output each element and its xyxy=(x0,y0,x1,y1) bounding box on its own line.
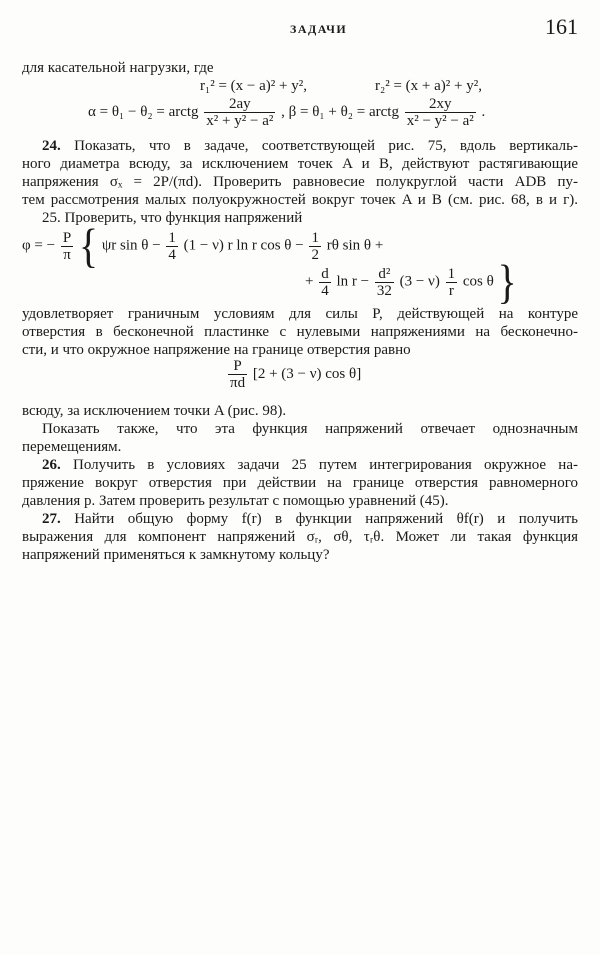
problem-24-line-4: тем рассмотрения малых полуокружностей вокруг точек A и B (см. рис. 68, в и г). xyxy=(22,192,578,208)
page-number: 161 xyxy=(545,14,578,39)
beta-fraction xyxy=(405,96,476,129)
problem-25-line-3: отверстия в бесконечной пластинке с нулевыми напряжениями на бесконечно- xyxy=(22,324,578,340)
problem-26-line-3: давления p. Затем проверить результат с помощью уравнений (45). xyxy=(22,493,449,509)
pi-denominator: π xyxy=(63,246,71,263)
equation-alpha-beta xyxy=(88,96,485,129)
right-brace: } xyxy=(497,254,517,309)
term-2: (1 − ν) r ln r cos θ − xyxy=(183,237,304,254)
beta-numerator: 2xy xyxy=(405,96,476,113)
equation-r1: r₁² = (x − a)² + y², xyxy=(200,78,307,94)
problem-25-line-1 xyxy=(22,209,578,227)
one-over-r xyxy=(446,266,458,299)
one-half xyxy=(309,230,321,263)
thirtytwo-denominator: 32 xyxy=(376,282,392,299)
problem-25-number: 25. xyxy=(42,210,61,226)
four-denominator: 4 xyxy=(321,282,329,299)
problem-24-line-3: напряжения σₓ = 2P/(πd). Проверить равновесие полукруглой части ADB пу- xyxy=(22,174,578,190)
term-6: cos θ xyxy=(462,273,494,290)
d2-numerator: d² xyxy=(375,266,394,283)
problem-27-text-1: Найти общую форму f(r) в функции напряжений θf(r) и получить xyxy=(74,511,578,527)
one-quarter xyxy=(166,230,178,263)
problem-25-text-1: Проверить, что функция напряжений xyxy=(64,210,303,226)
r-denominator: r xyxy=(448,282,454,299)
stress-denominator: πd xyxy=(230,375,246,391)
intro-text: для касательной нагрузки, где xyxy=(22,60,214,76)
hoop-stress-equation xyxy=(226,358,361,391)
left-brace: { xyxy=(78,218,99,273)
alpha-fraction xyxy=(204,96,275,129)
phi-left: φ = − xyxy=(22,237,56,254)
stress-numerator: P xyxy=(228,358,247,375)
problem-27-line-1 xyxy=(22,510,578,528)
d-numerator: d xyxy=(321,265,329,282)
term-1: ψr sin θ − xyxy=(101,237,161,254)
running-header: ЗАДАЧИ xyxy=(290,22,348,36)
alpha-numerator: 2ay xyxy=(204,96,275,113)
problem-26-line-2: пряжение вокруг отверстия при действии на границе отверстия равномерного xyxy=(22,475,578,491)
plus-sign: + xyxy=(305,273,314,290)
stress-bracket: [2 + (3 − ν) cos θ] xyxy=(252,365,362,382)
beta-end: . xyxy=(481,103,486,120)
problem-25-line-7: перемещениям. xyxy=(22,439,122,455)
problem-24-text-1: Показать, что в задаче, соответствующей рис. 75, вдоль вертикаль- xyxy=(74,138,578,154)
problem-25-line-4: сти, и что окружное напряжение на границе отверстия равно xyxy=(22,342,411,358)
problem-24-line-1 xyxy=(22,137,578,155)
quarter-denominator: 4 xyxy=(168,246,176,263)
alpha-denominator: x² + y² − a² xyxy=(206,113,274,129)
beta-left: , β = θ₁ + θ₂ = arctg xyxy=(281,103,399,120)
stress-function-equation-line-2 xyxy=(305,254,517,309)
term-3: rθ sin θ + xyxy=(326,237,384,254)
quarter-numerator: 1 xyxy=(168,229,176,246)
r-numerator: 1 xyxy=(447,265,456,282)
half-numerator: 1 xyxy=(311,229,319,246)
equation-r2: r₂² = (x + a)² + y², xyxy=(375,78,482,94)
problem-27-number: 27. xyxy=(42,511,61,527)
d2-over-32 xyxy=(375,266,394,299)
problem-27-line-2: выражения для компонент напряжений σᵣ, σθ, τᵣθ. Может ли такая функция xyxy=(22,529,578,545)
beta-denominator: x² − y² − a² xyxy=(406,113,474,129)
problem-24-line-2: ного диаметра всюду, за исключением точек A и B, действуют растягивающие xyxy=(22,156,578,172)
term-5: (3 − ν) xyxy=(399,273,440,290)
p-over-pi-d xyxy=(228,358,247,391)
problem-25-line-5: всюду, за исключением точки A (рис. 98). xyxy=(22,403,287,419)
alpha-left: α = θ₁ − θ₂ = arctg xyxy=(88,103,199,120)
problem-26-number: 26. xyxy=(42,457,61,473)
p-over-pi xyxy=(61,230,73,263)
term-4: ln r − xyxy=(336,273,370,290)
d-over-4 xyxy=(319,266,331,299)
half-denominator: 2 xyxy=(311,246,319,263)
problem-26-line-1 xyxy=(22,456,578,474)
problem-25-line-6: Показать также, что эта функция напряжений отвечает однозначным xyxy=(42,421,578,437)
problem-25-line-2: удовлетворяет граничным условиям для силы P, действующей на контуре xyxy=(22,306,578,322)
problem-24-number: 24. xyxy=(42,138,61,154)
problem-27-line-3: напряжений применяться к замкнутому кольцу? xyxy=(22,547,330,563)
problem-26-text-1: Получить в условиях задачи 25 путем интегрирования окружное на- xyxy=(72,457,578,473)
p-numerator: P xyxy=(62,229,72,246)
